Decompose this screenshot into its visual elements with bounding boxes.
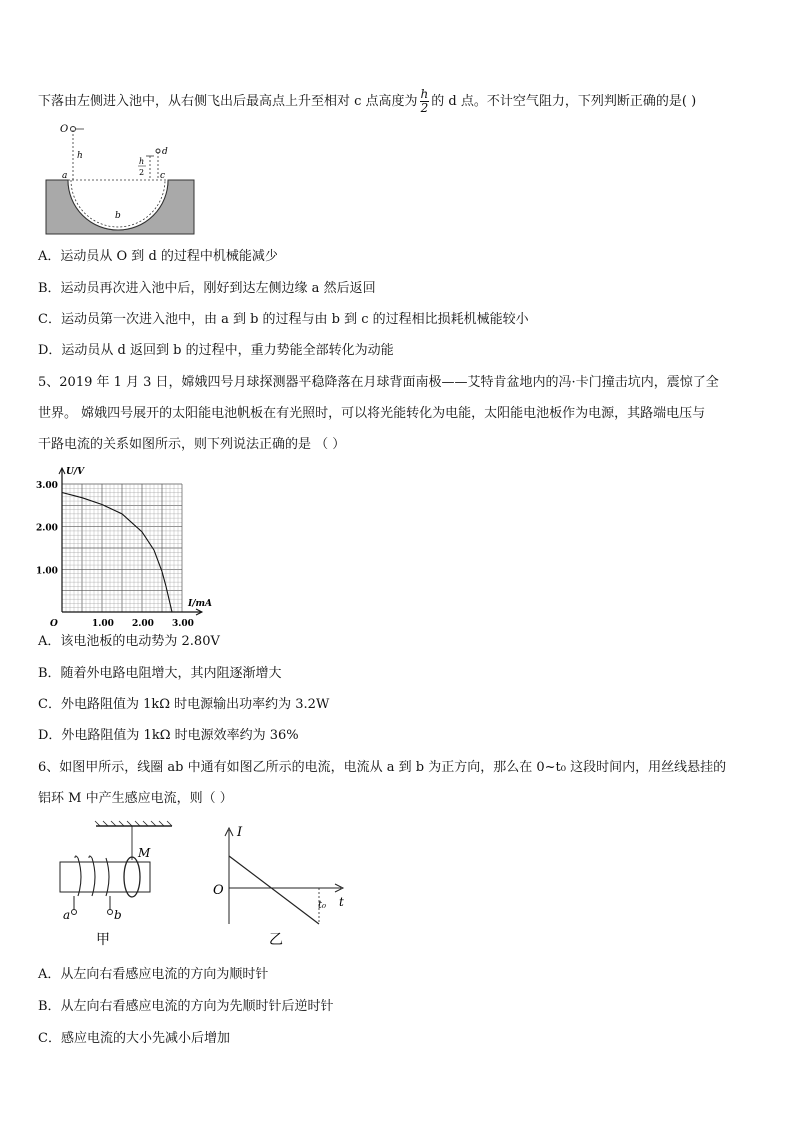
- x-tick-label: 3.00: [172, 619, 194, 629]
- q5-option-a: A．该电池板的电动势为 2.80V: [38, 634, 220, 649]
- caption-jia: 甲: [96, 932, 110, 948]
- x-axis-label: I/mA: [188, 599, 213, 609]
- q5-stem-line1: 5、2019 年 1 月 3 日，嫦娥四号月球探测器平稳降落在月球背面南极——艾特肯盆地内的冯·卡门撞击坑内，震惊了全: [38, 375, 719, 390]
- q6-option-a: A．从左向右看感应电流的方向为顺时针: [38, 967, 269, 982]
- label-h: h: [77, 151, 83, 161]
- x-tick-label: O: [50, 619, 58, 629]
- q4-option-d: D．运动员从 d 返回到 b 的过程中，重力势能全部转化为动能: [38, 343, 394, 358]
- q6-stem-line2: 铝环 M 中产生感应电流，则（ ）: [38, 791, 233, 806]
- label-O: O: [60, 124, 69, 135]
- q5-option-c: C．外电路阻值为 1kΩ 时电源输出功率约为 3.2W: [38, 697, 330, 712]
- q6-stem-line1: 6、如图甲所示，线圈 ab 中通有如图乙所示的电流，电流从 a 到 b 为正方向，那么在 0~t₀ 这段时间内，用丝线悬挂的: [38, 760, 727, 775]
- x-tick-label: 1.00: [92, 619, 114, 629]
- q5-stem-line2: 世界。 嫦娥四号展开的太阳能电池帆板在有光照时，可以将光能转化为电能，太阳能电池板作为电源，其路端电压与: [38, 406, 706, 421]
- label-d: d: [162, 147, 168, 157]
- y-tick-label: 1.00: [36, 566, 58, 577]
- q5-option-b: B．随着外电路电阻增大，其内阻逐渐增大: [38, 666, 282, 681]
- q4-option-c: C．运动员第一次进入池中，由 a 到 b 的过程与由 b 到 c 的过程相比损耗机械能较小: [38, 312, 529, 327]
- label-b: b: [115, 211, 121, 221]
- q4-stem-a: 下落由左侧进入池中，从右侧飞出后最高点上升至相对 c 点高度为: [38, 94, 418, 109]
- q6-option-b: B．从左向右看感应电流的方向为先顺时针后逆时针: [38, 999, 334, 1014]
- q5-option-d: D．外电路阻值为 1kΩ 时电源效率约为 36%: [38, 728, 299, 743]
- q5-stem-line3: 干路电流的关系如图所示，则下列说法正确的是 （ ）: [38, 437, 346, 452]
- frac-numerator: h: [420, 87, 429, 101]
- q4-option-a: A．运动员从 O 到 d 的过程中机械能减少: [38, 249, 278, 264]
- h-over-2-fraction: [420, 88, 430, 115]
- caption-yi: 乙: [269, 932, 283, 948]
- q4-option-b: B．运动员再次进入池中后，刚好到达左侧边缘 a 然后返回: [38, 281, 376, 296]
- frac-denominator: 2: [420, 101, 429, 115]
- label-h-half-den: 2: [139, 168, 145, 177]
- label-origin: O: [213, 883, 224, 898]
- pool-diagram: [40, 118, 200, 238]
- label-M: M: [138, 846, 151, 860]
- y-tick-label: 2.00: [36, 523, 58, 534]
- q4-stem-b: 的 d 点。不计空气阻力，下列判断正确的是( ): [431, 94, 697, 109]
- y-tick-label: 3.00: [36, 481, 58, 491]
- label-coil-a: a: [63, 908, 71, 922]
- current-time-graph: [205, 822, 355, 950]
- u-i-chart: [34, 462, 224, 632]
- x-tick-label: 2.00: [132, 619, 154, 629]
- coil-diagram: [50, 820, 190, 950]
- label-c: c: [160, 171, 166, 181]
- label-I: I: [237, 825, 243, 840]
- label-coil-b: b: [114, 908, 122, 922]
- y-axis-label: U/V: [66, 467, 85, 477]
- label-t0: t₀: [318, 900, 327, 911]
- label-a: a: [62, 171, 68, 181]
- q6-option-c: C．感应电流的大小先减小后增加: [38, 1031, 230, 1046]
- label-h-half-num: h: [139, 157, 145, 166]
- label-t: t: [339, 895, 344, 909]
- q4-stem: [38, 88, 696, 115]
